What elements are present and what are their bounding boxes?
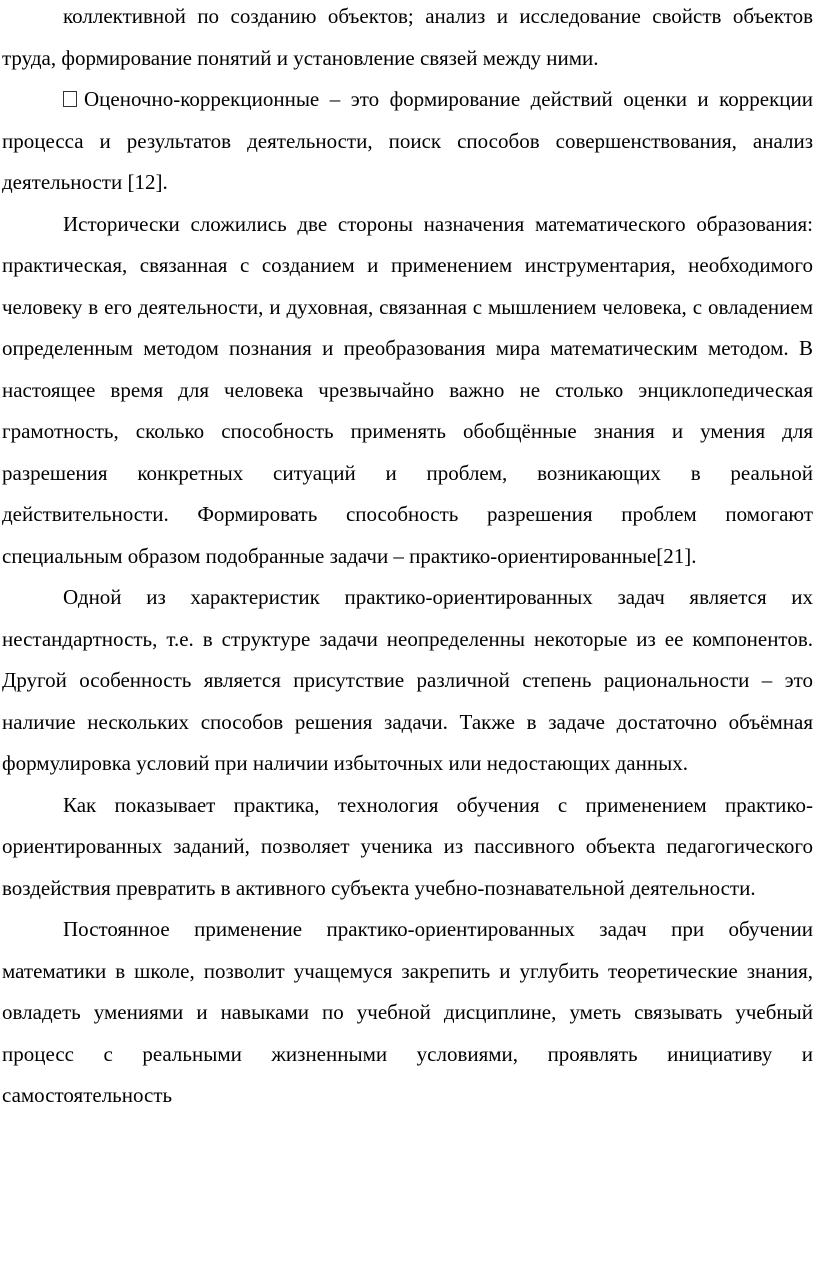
paragraph-application: Постоянное применение практико-ориентированных задач при обучении математики в школе, позволит учащемуся закрепить и углубить теоретические знания, овладеть умениями и навыками по учебной дисциплине, уметь связывать учебный процесс с реальными жизненными условиями, проявлять инициативу и самостоятельность <box>2 917 813 1107</box>
document-body <box>2 0 813 1117</box>
missing-glyph-box-icon <box>63 91 77 107</box>
paragraph-practice: Как показывает практика, технология обучения с применением практико-ориентированных заданий, позволяет ученика из пассивного объекта педагогического воздействия превратить в активного субъекта учебно-познавательной деятельности. <box>2 792 813 900</box>
paragraph-history: Исторически сложились две стороны назначения математического образования: практическая, связанная с созданием и применением инструментария, необходимого человеку в его деятельности, и духовная, связанная с мышлением человека, с овладением определенным методом познания и преобразования мира математическим методом. В настоящее время для человека чрезвычайно важно не столько энциклопедическая грамотность, сколько способность применять обобщённые знания и умения для разрешения конкретных ситуаций и проблем, возникающих в реальной действительности. Формировать способность разрешения проблем помогают специальным образом подобранные задачи – практико-ориентированные[21]. <box>2 211 813 568</box>
paragraph-characteristics: Одной из характеристик практико-ориентированных задач является их нестандартность, т.е. в структуре задачи неопределенны некоторые из ее компонентов. Другой особенность является присутствие различной степень рациональности – это наличие нескольких способов решения задачи. Также в задаче достаточно объёмная формулировка условий при наличии избыточных или недостающих данных. <box>2 585 813 775</box>
paragraph-bullet-evaluation <box>2 79 813 204</box>
paragraph-continuation: коллективной по созданию объектов; анализ и исследование свойств объектов труда, формирование понятий и установление связей между ними. <box>2 4 813 70</box>
paragraph-bullet-text: Оценочно-коррекционные – это формирование действий оценки и коррекции процесса и результатов деятельности, поиск способов совершенствования, анализ деятельности [12]. <box>2 87 813 194</box>
